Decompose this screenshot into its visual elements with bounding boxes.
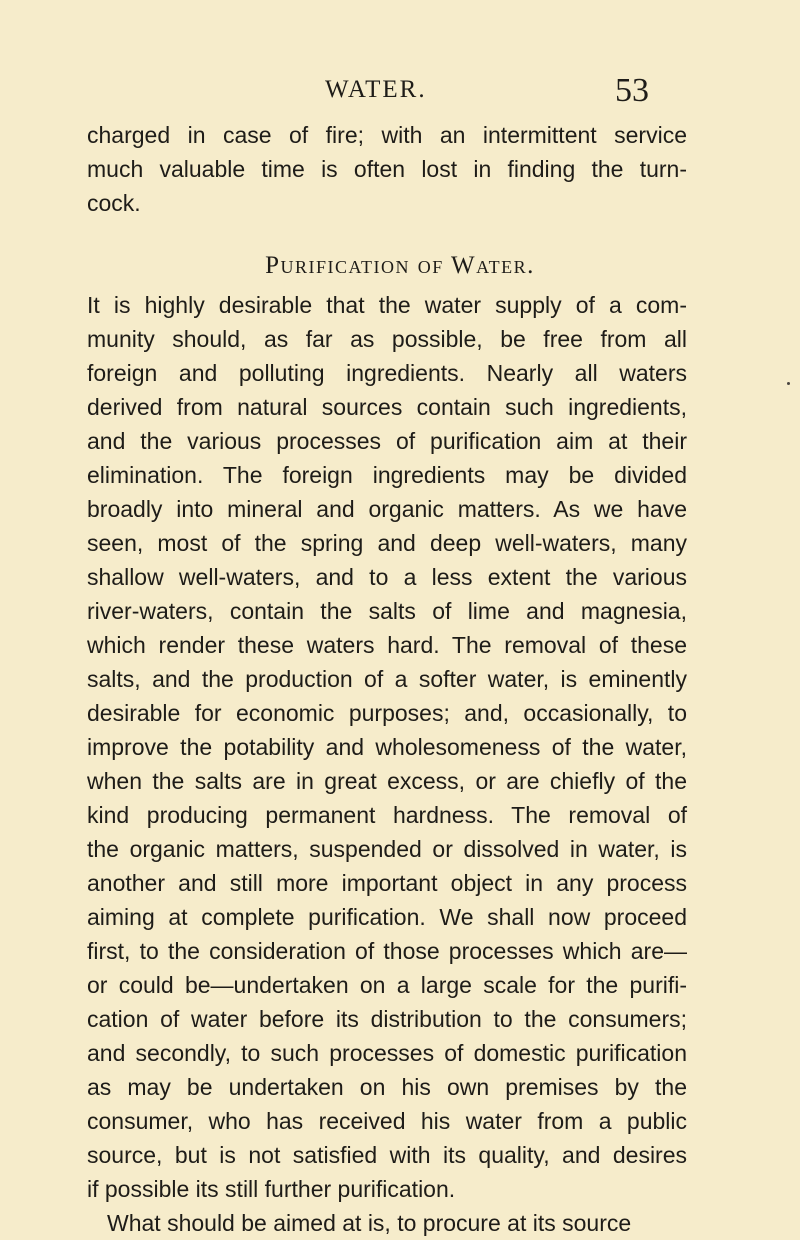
text-line: another and still more important object in any process xyxy=(87,870,687,896)
text-line: consumer, who has received his water from a public xyxy=(87,1108,687,1134)
text-line: It is highly desirable that the water supply of a com- xyxy=(87,292,687,318)
text-line: or could be—undertaken on a large scale for the purifi- xyxy=(87,972,687,998)
text-line: and secondly, to such processes of domestic purification xyxy=(87,1040,687,1066)
text-line: which render these waters hard. The removal of these xyxy=(87,632,687,658)
text-line: seen, most of the spring and deep well-waters, many xyxy=(87,530,687,556)
text-line: when the salts are in great excess, or are chiefly of the xyxy=(87,768,687,794)
body-paragraph xyxy=(87,288,687,1240)
text-line: as may be undertaken on his own premises by the xyxy=(87,1074,687,1100)
text-line: cock. xyxy=(87,190,141,216)
section-heading: Purification of Water. xyxy=(265,252,535,279)
text-line: broadly into mineral and organic matters. As we have xyxy=(87,496,687,522)
next-paragraph-start: What should be aimed at is, to procure at its source xyxy=(107,1210,632,1236)
text-line: derived from natural sources contain such ingredients, xyxy=(87,394,687,420)
text-line: cation of water before its distribution to the consumers; xyxy=(87,1006,687,1032)
text-line: foreign and polluting ingredients. Nearly all waters xyxy=(87,360,687,386)
text-line: source, but is not satisfied with its quality, and desires xyxy=(87,1142,687,1168)
text-line: charged in case of fire; with an intermittent service xyxy=(87,122,687,148)
text-line: river-waters, contain the salts of lime and magnesia, xyxy=(87,598,687,624)
text-line: munity should, as far as possible, be free from all xyxy=(87,326,687,352)
running-head xyxy=(0,72,800,112)
page-number: 53 xyxy=(615,72,649,109)
page-speck xyxy=(787,382,790,385)
text-line: shallow well-waters, and to a less extent the various xyxy=(87,564,687,590)
text-line: the organic matters, suspended or dissolved in water, is xyxy=(87,836,687,862)
text-line: much valuable time is often lost in finding the turn- xyxy=(87,156,687,182)
text-line: salts, and the production of a softer water, is eminently xyxy=(87,666,687,692)
text-line: if possible its still further purification. xyxy=(87,1176,456,1202)
running-head-title: WATER. xyxy=(325,76,427,103)
text-line: kind producing permanent hardness. The removal of xyxy=(87,802,687,828)
continued-paragraph xyxy=(87,118,687,220)
text-line: improve the potability and wholesomeness of the water, xyxy=(87,734,687,760)
text-line: first, to the consideration of those processes which are— xyxy=(87,938,687,964)
text-line: elimination. The foreign ingredients may be divided xyxy=(87,462,687,488)
text-line: and the various processes of purification aim at their xyxy=(87,428,687,454)
text-line: aiming at complete purification. We shall now proceed xyxy=(87,904,687,930)
text-line: desirable for economic purposes; and, occasionally, to xyxy=(87,700,687,726)
